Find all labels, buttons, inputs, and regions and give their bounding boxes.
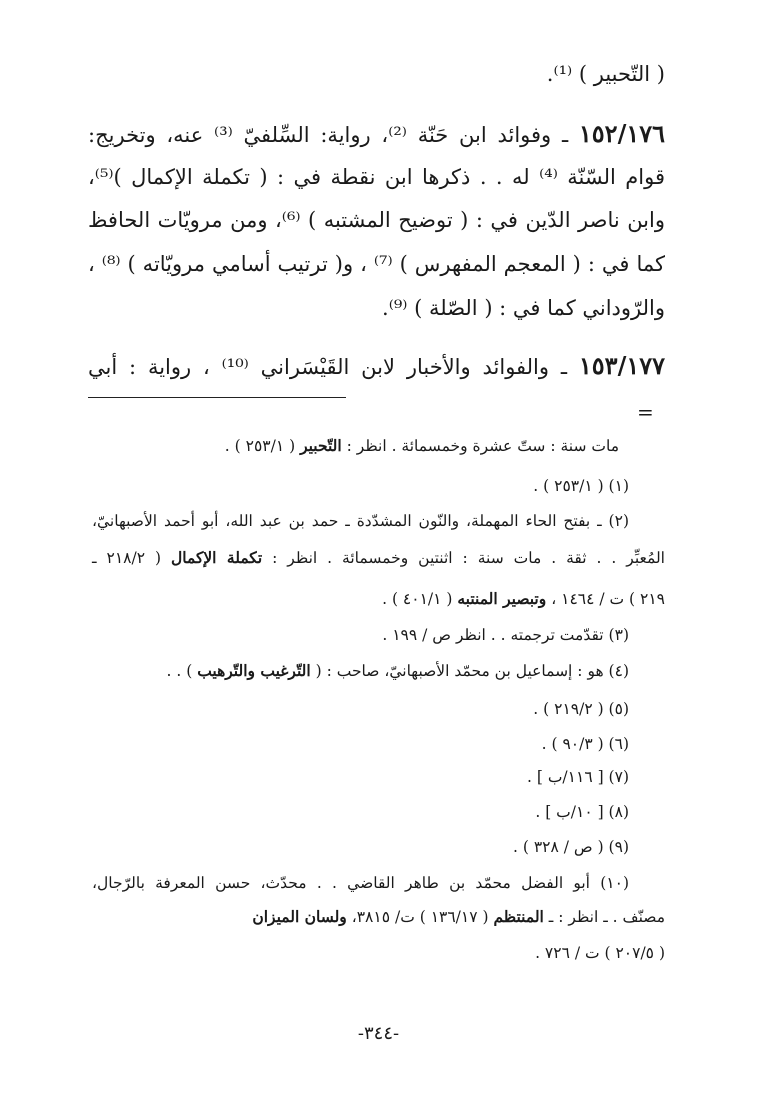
main-line-5: كما في : ( المعجم المفهرس ) ⁽⁷⁾ ، و( ترتيب أسامي مرويّاته ) ⁽⁸⁾ ، <box>88 252 665 276</box>
main-line-6: والرّوداني كما في : ( الصّلة ) ⁽⁹⁾. <box>382 296 665 320</box>
footnote-2: (٢) ـ بفتح الحاء المهملة، والنّون المشدّدة ـ حمد بن عبد الله، أبو أحمد الأصبهانيّ، <box>92 512 629 530</box>
footnote-10: (١٠) أبو الفضل محمّد بن طاهر القاضي . . محدّث، حسن المعرفة بالرّجال، <box>92 874 629 892</box>
entry-177-number: ١٥٣/١٧٧ <box>578 351 665 380</box>
footnote-5: (٥) ( ٢١٩/٢ ) . <box>533 700 629 718</box>
footnote-4: (٤) هو : إسماعيل بن محمّد الأصبهانيّ، صاحب : ( التّرغيب والتّرهيب ) . . <box>166 661 629 680</box>
footnote-2-cont: المُعبِّر . . ثقة . مات سنة : اثنتين وخمسمائة . انظر : تكملة الإكمال ( ٢١٨/٢ ـ <box>92 548 665 567</box>
entry-176-number: ١٥٢/١٧٦ <box>578 119 665 148</box>
footnote-3: (٣) تقدّمت ترجمته . . انظر ص / ١٩٩ . <box>382 626 629 644</box>
main-line-1: ( التّحبير ) ⁽¹⁾. <box>546 62 665 86</box>
entry-176-line: ١٥٢/١٧٦ ـ وفوائد ابن حَنّة ⁽²⁾، رواية: السِّلفيّ ⁽³⁾ عنه، وتخريج: <box>88 119 665 148</box>
footnote-6: (٦) ( ٩٠/٣ ) . <box>541 735 629 753</box>
footnote-10-cont: مصنّف . ـ انظر : ـ المنتظم ( ١٣٦/١٧ ) ت/ ٣٨١٥، ولسان الميزان <box>252 907 665 926</box>
footnote-7: (٧) [ ١١٦/ب ] . <box>527 768 629 786</box>
footnote-2-cont2: ٢١٩ ) ت / ١٤٦٤ ، وتبصير المنتبه ( ٤٠١/١ ) . <box>382 589 665 608</box>
footnote-8: (٨) [ ١٠/ب ] . <box>535 803 629 821</box>
page-number: -٣٤٤- <box>357 1023 400 1044</box>
entry-177-line: ١٥٣/١٧٧ ـ والفوائد والأخبار لابن القَيْسَراني ⁽¹⁰⁾ ، رواية : أبي <box>88 351 665 380</box>
main-line-4: وابن ناصر الدّين في : ( توضيح المشتبه ) ⁽⁶⁾، ومن مرويّات الحافظ <box>88 208 665 232</box>
footnote-1: (١) ( ٢٥٣/١ ) . <box>533 477 629 495</box>
footnote-9: (٩) ( ص / ٣٢٨ ) . <box>513 838 629 856</box>
footnote-continuation: مات سنة : ستّ عشرة وخمسمائة . انظر : التّحبير ( ٢٥٣/١ ) . <box>224 436 619 455</box>
main-line-3: قوام السّنّة ⁽⁴⁾ له . . ذكرها ابن نقطة في : ( تكملة الإكمال )⁽⁵⁾، <box>88 165 666 189</box>
footnote-10-cont2: ( ٢٠٧/٥ ) ت / ٧٢٦ . <box>535 944 665 962</box>
continuation-mark: = <box>637 400 654 424</box>
footnote-separator <box>88 397 346 398</box>
